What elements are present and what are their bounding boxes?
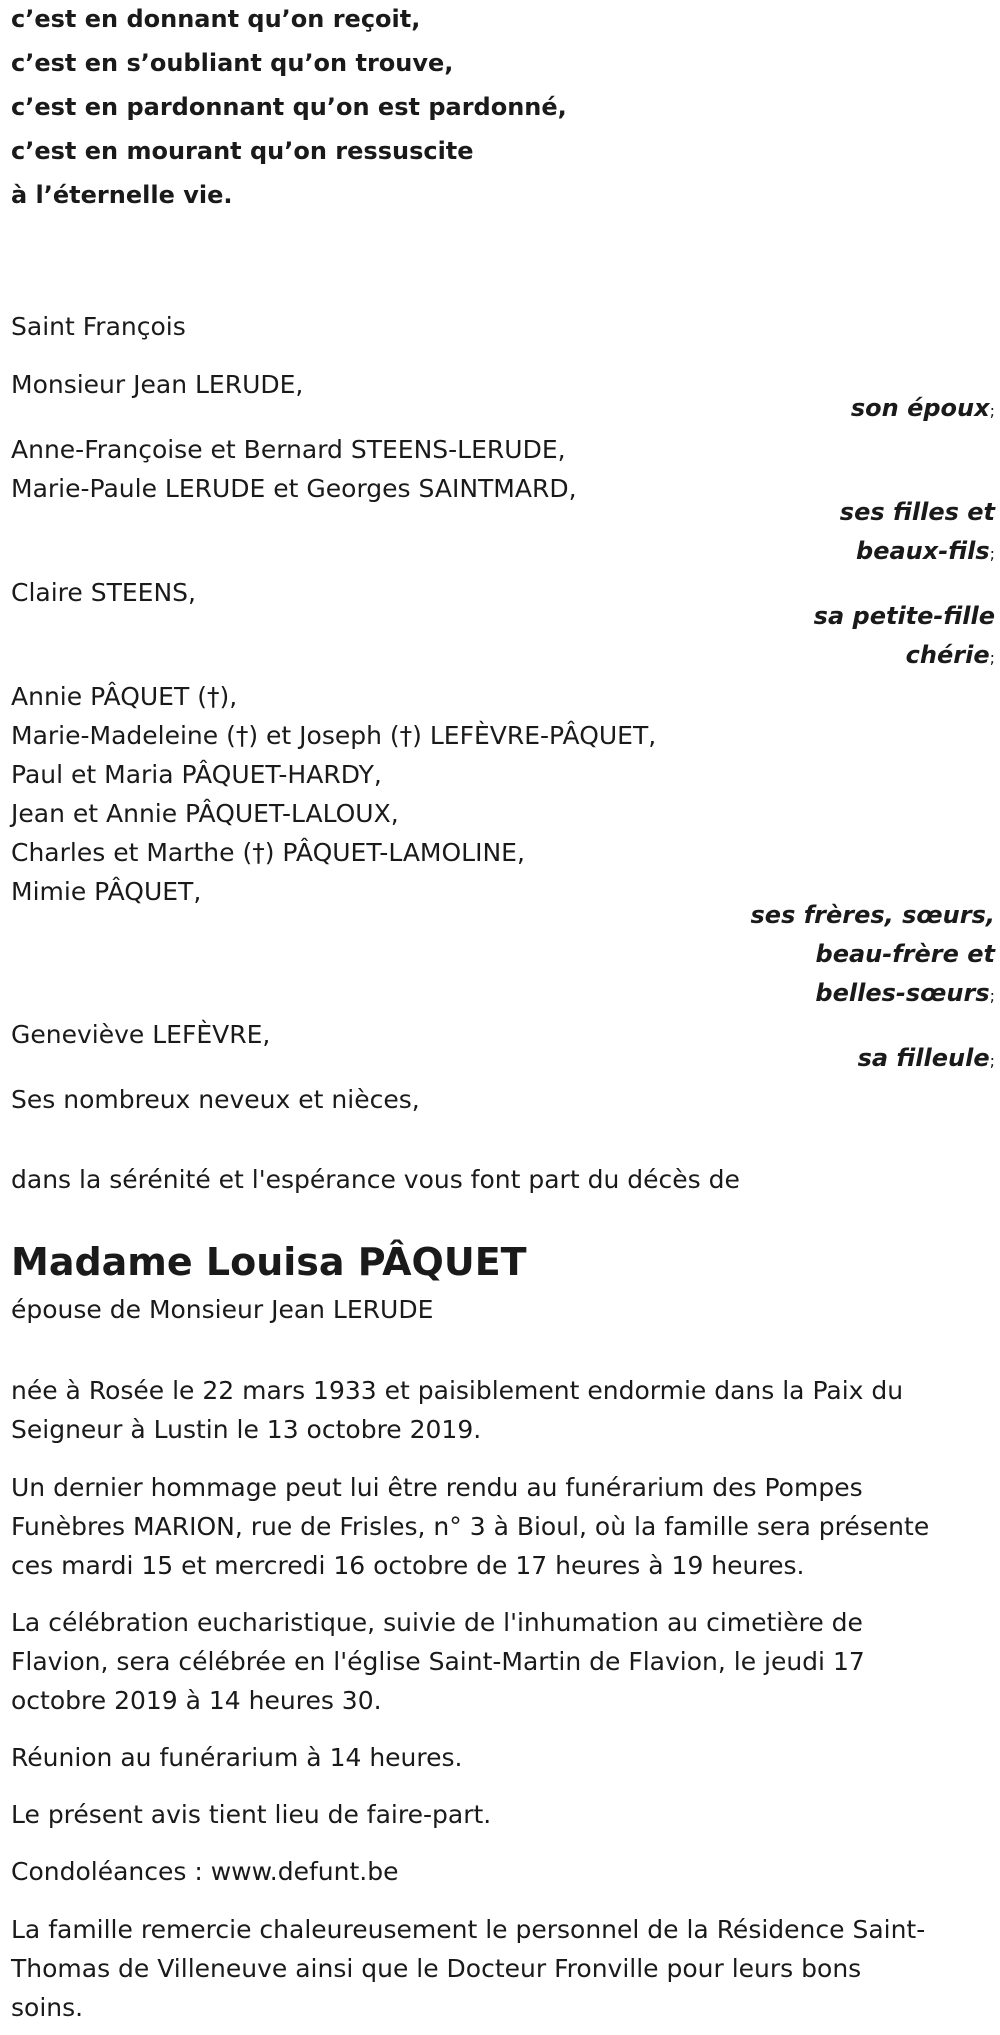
detail-line: La célébration eucharistique, suivie de l'inhumation au cimetière de <box>11 1608 863 1637</box>
family-member: Charles et Marthe (†) PÂQUET-LAMOLINE, <box>11 838 525 867</box>
detail-line: La famille remercie chaleureusement le personnel de la Résidence Saint- <box>11 1915 926 1944</box>
announcement-text: dans la sérénité et l'espérance vous font part du décès de <box>11 1165 740 1194</box>
detail-line: ces mardi 15 et mercredi 16 octobre de 17 heures à 19 heures. <box>11 1551 805 1580</box>
detail-line: Seigneur à Lustin le 13 octobre 2019. <box>11 1415 482 1444</box>
detail-line: Réunion au funérarium à 14 heures. <box>11 1743 463 1772</box>
detail-line: Condoléances : www.defunt.be <box>11 1857 399 1886</box>
family-member: Monsieur Jean LERUDE, <box>11 370 304 399</box>
poem-line: c’est en mourant qu’on ressuscite <box>11 137 474 165</box>
relation-label: beaux-fils; <box>856 537 995 565</box>
family-member: Ses nombreux neveux et nièces, <box>11 1085 420 1114</box>
relation-label: sa filleule; <box>857 1044 995 1072</box>
family-member: Annie PÂQUET (†), <box>11 682 238 711</box>
relation-label: ses frères, sœurs, <box>750 901 995 929</box>
poem-line: à l’éternelle vie. <box>11 181 233 209</box>
family-member: Geneviève LEFÈVRE, <box>11 1020 271 1049</box>
detail-line: Funèbres MARION, rue de Frisles, n° 3 à Bioul, où la famille sera présente <box>11 1512 930 1541</box>
poem-author: Saint François <box>11 312 186 341</box>
detail-line: Un dernier hommage peut lui être rendu au funérarium des Pompes <box>11 1473 863 1502</box>
detail-line: octobre 2019 à 14 heures 30. <box>11 1686 382 1715</box>
relation-label: sa petite-fille <box>813 602 995 630</box>
family-member: Anne-Françoise et Bernard STEENS-LERUDE, <box>11 435 566 464</box>
relation-label: son époux; <box>850 394 995 422</box>
family-member: Jean et Annie PÂQUET-LALOUX, <box>11 799 399 828</box>
deceased-subtitle: épouse de Monsieur Jean LERUDE <box>11 1295 434 1324</box>
relation-label: ses filles et <box>839 498 995 526</box>
relation-label: beau-frère et <box>815 940 995 968</box>
detail-line: soins. <box>11 1993 84 2022</box>
family-member: Marie-Madeleine (†) et Joseph (†) LEFÈVRE-PÂQUET, <box>11 721 657 750</box>
detail-line: Thomas de Villeneuve ainsi que le Docteur Fronville pour leurs bons <box>11 1954 862 1983</box>
poem-line: c’est en donnant qu’on reçoit, <box>11 5 421 33</box>
family-member: Claire STEENS, <box>11 578 196 607</box>
family-member: Mimie PÂQUET, <box>11 877 202 906</box>
detail-line: Le présent avis tient lieu de faire-part. <box>11 1800 492 1829</box>
detail-line: Flavion, sera célébrée en l'église Saint-Martin de Flavion, le jeudi 17 <box>11 1647 865 1676</box>
detail-line: née à Rosée le 22 mars 1933 et paisiblement endormie dans la Paix du <box>11 1376 904 1405</box>
relation-label: chérie; <box>905 641 995 669</box>
poem-line: c’est en s’oubliant qu’on trouve, <box>11 49 454 77</box>
poem-line: c’est en pardonnant qu’on est pardonné, <box>11 93 567 121</box>
family-member: Paul et Maria PÂQUET-HARDY, <box>11 760 382 789</box>
deceased-name: Madame Louisa PÂQUET <box>11 1240 527 1284</box>
relation-label: belles-sœurs; <box>815 979 995 1007</box>
family-member: Marie-Paule LERUDE et Georges SAINTMARD, <box>11 474 577 503</box>
